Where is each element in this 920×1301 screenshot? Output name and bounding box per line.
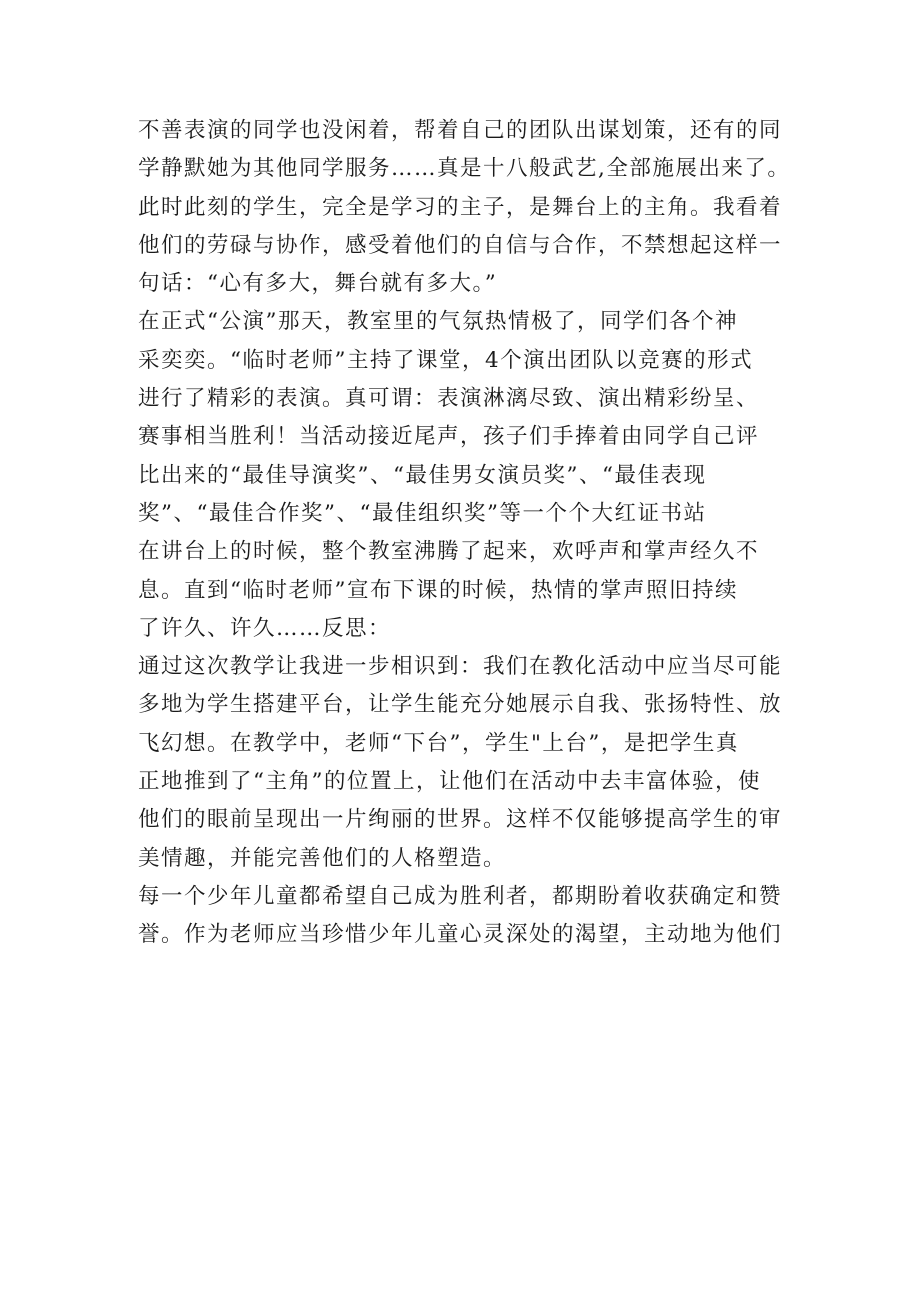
text-line: 不善表演的同学也没闲着，帮着自己的团队出谋划策，还有的同 <box>138 118 783 143</box>
text-line: 每一个少年儿童都希望自己成为胜利者，都期盼着收获确定和赞 <box>138 883 783 909</box>
text-line: 美情趣，并能完善他们的人格塑造。 <box>138 845 507 871</box>
text-line: 此时此刻的学生，完全是学习的主子，是舞台上的主角。我看着 <box>138 194 783 220</box>
text-line: 比出来的“最佳导演奖”、“最佳男女演员奖”、“最佳表现 <box>138 462 707 488</box>
text-line: 学静默她为其他同学服务……真是十八般武艺,全部施展出来了。 <box>138 156 791 182</box>
text-line: 了许久、许久……反思： <box>138 615 392 641</box>
text-line: 他们的眼前呈现出一片绚丽的世界。这样不仅能够提高学生的审 <box>138 807 783 833</box>
text-line: 在讲台上的时候，整个教室沸腾了起来，欢呼声和掌声经久不 <box>138 539 760 565</box>
text-line: 进行了精彩的表演。真可谓：表演淋漓尽致、演出精彩纷呈、 <box>138 386 760 412</box>
text-line: 息。直到“临时老师”宣布下课的时候，热情的掌声照旧持续 <box>138 577 738 603</box>
text-line: 多地为学生搭建平台，让学生能充分她展示自我、张扬特性、放 <box>138 692 783 718</box>
text-line: 他们的劳碌与协作，感受着他们的自信与合作，不禁想起这样一 <box>138 232 783 258</box>
text-line: 句话：“心有多大，舞台就有多大。” <box>138 271 498 297</box>
text-line: 采奕奕。“临时老师”主持了课堂，4个演出团队以竞赛的形式 <box>138 347 754 373</box>
text-line: 通过这次教学让我进一步相识到：我们在教化活动中应当尽可能 <box>138 654 783 680</box>
text-line: 誉。作为老师应当珍惜少年儿童心灵深处的渴望，主动地为他们 <box>138 922 783 948</box>
text-line: 正地推到了“主角”的位置上，让他们在活动中去丰富体验，使 <box>138 769 761 795</box>
text-line: 飞幻想。在教学中，老师“下台”，学生"上台”，是把学生真 <box>138 730 739 756</box>
text-line: 在正式“公演”那天，教室里的气氛热情极了，同学们各个神 <box>138 309 738 335</box>
text-line: 奖”、“最佳合作奖”、“最佳组织奖”等一个个大红证书站 <box>138 500 707 526</box>
text-line: 赛事相当胜利！当活动接近尾声，孩子们手捧着由同学自己评 <box>138 424 760 450</box>
body-text <box>138 112 818 955</box>
